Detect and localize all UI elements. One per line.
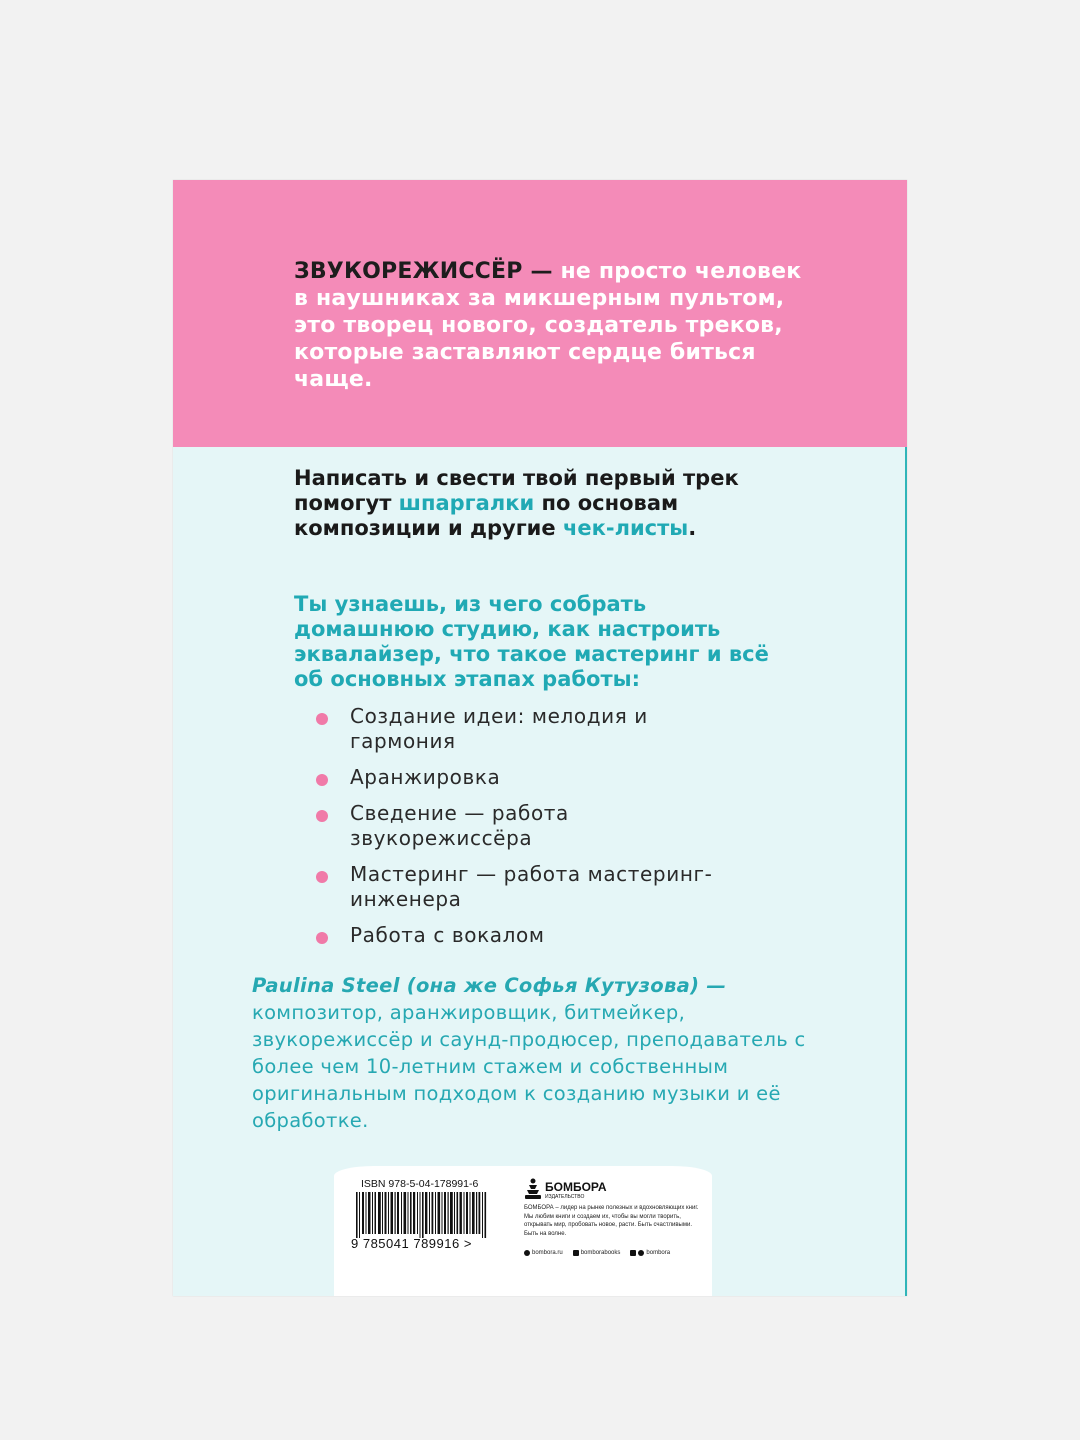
barcode-icon <box>356 1192 498 1238</box>
video-icon <box>630 1250 636 1256</box>
list-item-text: Мастеринг — работа мастеринг-инженера <box>350 862 713 911</box>
intro-text <box>294 258 814 393</box>
stages-list <box>313 704 733 959</box>
list-item <box>313 862 733 912</box>
social-site: bombora.ru <box>532 1250 563 1256</box>
publisher-description: БОМБОРА – лидер на рынке полезных и вдохновляющих книг. Мы любим книги и создаем их, чтобы вы могли творить, открывать мир, пробовать новое, расти. Быть счастливыми. Быть на волне. <box>524 1205 699 1237</box>
paragraph-cheatsheets <box>294 466 764 541</box>
paragraph-you-will-learn: Ты узнаешь, из чего собрать домашнюю студию, как настроить эквалайзер, что такое мастеринг и всё об основных этапах работы: <box>294 592 769 691</box>
book-back-cover <box>173 180 907 1296</box>
bullet-dot-icon <box>316 713 328 725</box>
list-item <box>313 801 733 851</box>
list-item <box>313 765 733 790</box>
social-handle: bomborabooks <box>580 1250 621 1256</box>
bullet-dot-icon <box>316 932 328 944</box>
social-name: bombora <box>646 1250 671 1256</box>
social-item <box>630 1250 670 1256</box>
social-item <box>524 1250 563 1256</box>
list-item-text: Работа с вокалом <box>350 923 545 947</box>
list-item-text: Аранжировка <box>350 765 501 789</box>
author-name: Paulina Steel (она же Софья Кутузова) — <box>252 974 727 997</box>
list-item <box>313 923 733 948</box>
barcode-panel <box>334 1166 712 1296</box>
chat-icon <box>573 1250 579 1256</box>
publisher-subtitle: ИЗДАТЕЛЬСТВО <box>545 1194 585 1200</box>
intro-lead: ЗВУКОРЕЖИССЁР — <box>294 259 553 284</box>
social-item <box>573 1250 621 1256</box>
author-bio <box>252 972 812 1134</box>
bullet-dot-icon <box>316 810 328 822</box>
p1-part3: . <box>688 516 697 540</box>
cover-edge-line <box>905 447 907 1296</box>
vk-icon <box>638 1250 644 1256</box>
list-item <box>313 704 733 754</box>
p1-part2: по основам композиции и другие <box>294 491 679 540</box>
publisher-social-links <box>524 1250 704 1256</box>
pink-header-block <box>173 180 907 447</box>
list-item-text: Создание идеи: мелодия и гармония <box>350 704 648 753</box>
isbn-label: ISBN 978-5-04-178991-6 <box>361 1178 479 1190</box>
bullet-dot-icon <box>316 871 328 883</box>
p1-highlight-checklists: чек-листы <box>562 516 689 540</box>
intro-rest: не просто человек в наушниках за микшерным пультом, это творец нового, создатель треков, которые заставляют сердце биться чаще. <box>294 259 802 392</box>
globe-icon <box>524 1250 530 1256</box>
author-description: композитор, аранжировщик, битмейкер, звукорежиссёр и саунд-продюсер, преподаватель с более чем 10-летним стажем и собственным оригинальным подходом к созданию музыки и её обработке. <box>252 1001 806 1132</box>
p1-part1: Написать и свести твой первый трек помогут <box>294 466 739 515</box>
barcode-digits: 9 785041 789916 > <box>351 1236 472 1251</box>
p1-highlight-cheatsheets: шпаргалки <box>398 491 535 515</box>
bombora-logo-icon <box>524 1178 542 1200</box>
bullet-dot-icon <box>316 774 328 786</box>
publisher-name: БОМБОРА <box>545 1180 607 1194</box>
list-item-text: Сведение — работа звукорежиссёра <box>350 801 569 850</box>
